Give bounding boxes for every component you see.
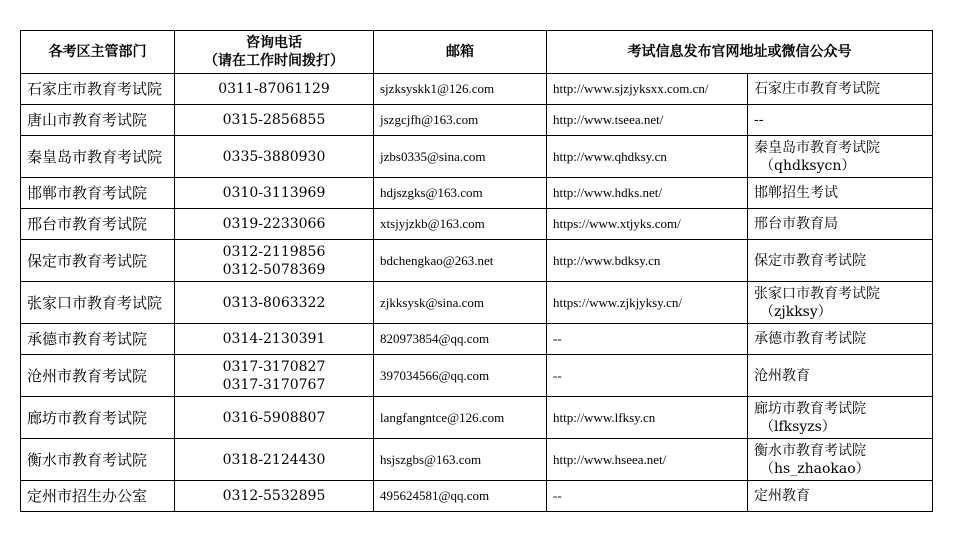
- wechat-cell: [748, 105, 933, 136]
- website-cell: http://www.bdksy.cn: [547, 240, 748, 282]
- wechat-line: （qhdksycn）: [760, 157, 856, 174]
- phone-cell: [175, 355, 374, 397]
- email-cell: sjzksyskk1@126.com: [374, 74, 547, 105]
- wechat-line: 张家口市教育考试院: [754, 285, 880, 302]
- email-cell: hsjszgbs@163.com: [374, 439, 547, 481]
- wechat-line: 廊坊市教育考试院: [754, 400, 866, 417]
- wechat-line: 保定市教育考试院: [754, 252, 866, 269]
- email-cell: 397034566@qq.com: [374, 355, 547, 397]
- phone-cell: [175, 136, 374, 178]
- website-cell: http://www.sjzjyksxx.com.cn/: [547, 74, 748, 105]
- table-row: [21, 178, 933, 209]
- website-cell: http://www.lfksy.cn: [547, 397, 748, 439]
- website-cell: --: [547, 481, 748, 512]
- table-row: [21, 105, 933, 136]
- header-info: 考试信息发布官网地址或微信公众号: [547, 31, 933, 74]
- wechat-cell: [748, 439, 933, 481]
- phone-number: 0318-2124430: [222, 451, 326, 468]
- email-cell: xtsjyjzkb@163.com: [374, 209, 547, 240]
- email-cell: bdchengkao@263.net: [374, 240, 547, 282]
- table-row: [21, 355, 933, 397]
- table-row: [21, 240, 933, 282]
- dept-cell: 唐山市教育考试院: [21, 105, 175, 136]
- wechat-line: 邯郸招生考试: [754, 185, 838, 201]
- dept-cell: 廊坊市教育考试院: [21, 397, 175, 439]
- phone-cell: [175, 209, 374, 240]
- wechat-line: （zjkksy）: [760, 303, 832, 320]
- wechat-cell: [748, 136, 933, 178]
- wechat-cell: [748, 355, 933, 397]
- wechat-line: （lfksyzs）: [760, 418, 836, 435]
- wechat-cell: [748, 397, 933, 439]
- phone-cell: [175, 178, 374, 209]
- phone-number: 0319-2233066: [222, 216, 326, 232]
- phone-cell: [175, 282, 374, 324]
- wechat-line: --: [754, 112, 764, 128]
- phone-number: 0312-5532895: [222, 488, 326, 504]
- website-cell: http://www.tseea.net/: [547, 105, 748, 136]
- dept-cell: 石家庄市教育考试院: [21, 74, 175, 105]
- dept-cell: 承德市教育考试院: [21, 324, 175, 355]
- wechat-line: （hs_zhaokao）: [760, 460, 870, 477]
- dept-cell: 邯郸市教育考试院: [21, 178, 175, 209]
- table-row: [21, 481, 933, 512]
- wechat-line: 承德市教育考试院: [754, 331, 866, 347]
- phone-cell: [175, 481, 374, 512]
- dept-cell: 张家口市教育考试院: [21, 282, 175, 324]
- email-cell: hdjszgks@163.com: [374, 178, 547, 209]
- dept-cell: 秦皇岛市教育考试院: [21, 136, 175, 178]
- wechat-line: 石家庄市教育考试院: [754, 81, 880, 97]
- phone-number: 0311-87061129: [218, 81, 330, 97]
- phone-number: 0312-5078369: [222, 261, 326, 278]
- header-row: [21, 31, 933, 74]
- phone-number: 0314-2130391: [222, 331, 326, 347]
- header-phone: [175, 31, 374, 74]
- email-cell: zjkksysk@sina.com: [374, 282, 547, 324]
- contact-table: [20, 30, 933, 512]
- phone-number: 0316-5908807: [222, 409, 326, 426]
- dept-cell: 沧州市教育考试院: [21, 355, 175, 397]
- dept-cell: 邢台市教育考试院: [21, 209, 175, 240]
- wechat-line: 秦皇岛市教育考试院: [754, 139, 880, 156]
- phone-number: 0313-8063322: [222, 294, 326, 311]
- phone-cell: [175, 324, 374, 355]
- table-row: [21, 439, 933, 481]
- dept-cell: 保定市教育考试院: [21, 240, 175, 282]
- phone-number: 0315-2856855: [222, 112, 326, 128]
- header-phone-line2: （请在工作时间拨打）: [204, 53, 344, 69]
- wechat-cell: [748, 178, 933, 209]
- header-email: 邮箱: [374, 31, 547, 74]
- table-row: [21, 282, 933, 324]
- phone-cell: [175, 439, 374, 481]
- website-cell: https://www.xtjyks.com/: [547, 209, 748, 240]
- table-body: [21, 74, 933, 512]
- website-cell: http://www.hdks.net/: [547, 178, 748, 209]
- phone-number: 0312-2119856: [222, 243, 326, 260]
- phone-number: 0317-3170767: [222, 376, 326, 393]
- website-cell: http://www.qhdksy.cn: [547, 136, 748, 178]
- wechat-line: 沧州教育: [754, 367, 810, 384]
- table-row: [21, 324, 933, 355]
- table-row: [21, 74, 933, 105]
- wechat-cell: [748, 282, 933, 324]
- phone-number: 0317-3170827: [222, 358, 326, 375]
- wechat-cell: [748, 209, 933, 240]
- email-cell: 820973854@qq.com: [374, 324, 547, 355]
- website-cell: --: [547, 324, 748, 355]
- phone-cell: [175, 240, 374, 282]
- phone-number: 0310-3113969: [222, 185, 326, 201]
- wechat-line: 衡水市教育考试院: [754, 442, 866, 459]
- website-cell: --: [547, 355, 748, 397]
- wechat-cell: [748, 324, 933, 355]
- table-row: [21, 136, 933, 178]
- email-cell: 495624581@qq.com: [374, 481, 547, 512]
- website-cell: http://www.hseea.net/: [547, 439, 748, 481]
- wechat-cell: [748, 240, 933, 282]
- email-cell: langfangntce@126.com: [374, 397, 547, 439]
- phone-cell: [175, 105, 374, 136]
- phone-number: 0335-3880930: [222, 148, 326, 165]
- table-row: [21, 209, 933, 240]
- header-phone-line1: 咨询电话: [246, 35, 302, 51]
- wechat-cell: [748, 74, 933, 105]
- phone-cell: [175, 74, 374, 105]
- header-dept: 各考区主管部门: [21, 31, 175, 74]
- email-cell: jzbs0335@sina.com: [374, 136, 547, 178]
- dept-cell: 衡水市教育考试院: [21, 439, 175, 481]
- table-row: [21, 397, 933, 439]
- wechat-line: 定州教育: [754, 488, 810, 504]
- email-cell: jszgcjfh@163.com: [374, 105, 547, 136]
- wechat-cell: [748, 481, 933, 512]
- wechat-line: 邢台市教育局: [754, 216, 838, 232]
- dept-cell: 定州市招生办公室: [21, 481, 175, 512]
- phone-cell: [175, 397, 374, 439]
- website-cell: https://www.zjkjyksy.cn/: [547, 282, 748, 324]
